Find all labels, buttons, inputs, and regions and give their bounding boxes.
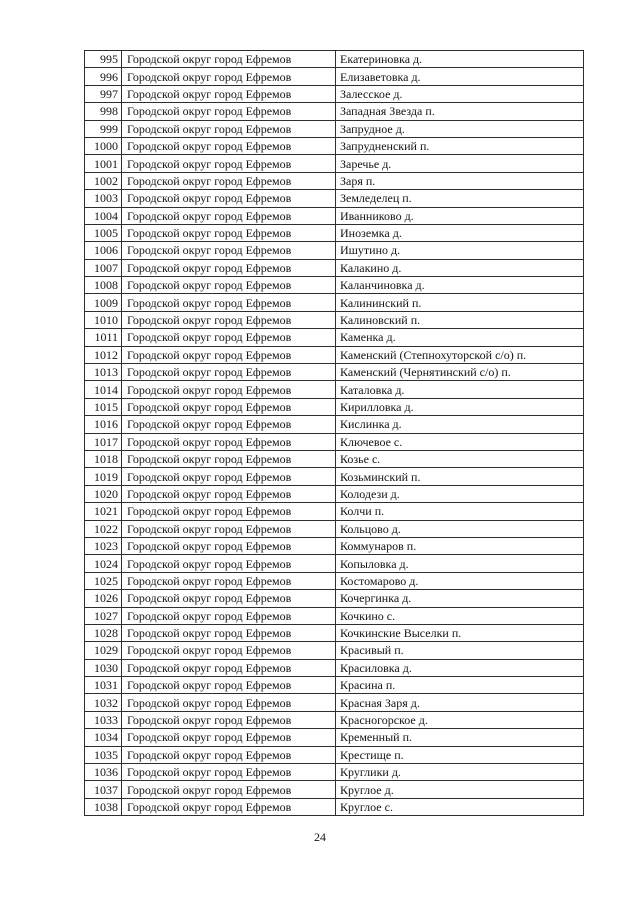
settlement-cell: Круглое с. [336,798,584,815]
table-row [85,329,584,346]
settlement-cell: Залесское д. [336,85,584,102]
municipality-cell: Городской округ город Ефремов [122,137,336,154]
municipality-cell: Городской округ город Ефремов [122,746,336,763]
table-row [85,642,584,659]
table-row [85,677,584,694]
row-number-cell: 1032 [85,694,122,711]
settlement-cell: Колчи п. [336,503,584,520]
settlement-cell: Копыловка д. [336,555,584,572]
settlement-cell: Запрудненский п. [336,137,584,154]
row-number-cell: 1005 [85,224,122,241]
settlement-cell: Каланчиновка д. [336,277,584,294]
municipality-cell: Городской округ город Ефремов [122,468,336,485]
municipality-cell: Городской округ город Ефремов [122,537,336,554]
row-number-cell: 1024 [85,555,122,572]
municipality-cell: Городской округ город Ефремов [122,607,336,624]
table-row [85,364,584,381]
table-row [85,103,584,120]
row-number-cell: 1036 [85,764,122,781]
municipality-cell: Городской округ город Ефремов [122,555,336,572]
table-row [85,190,584,207]
settlement-cell: Екатериновка д. [336,51,584,68]
row-number-cell: 1016 [85,416,122,433]
table-row [85,520,584,537]
row-number-cell: 1021 [85,503,122,520]
table-row [85,555,584,572]
settlement-cell: Красногорское д. [336,711,584,728]
table-row [85,450,584,467]
municipality-cell: Городской округ город Ефремов [122,520,336,537]
table-row [85,537,584,554]
municipality-cell: Городской округ город Ефремов [122,416,336,433]
row-number-cell: 1028 [85,624,122,641]
settlement-cell: Калиновский п. [336,311,584,328]
row-number-cell: 1000 [85,137,122,154]
table-row [85,120,584,137]
table-row [85,503,584,520]
municipality-cell: Городской округ город Ефремов [122,51,336,68]
row-number-cell: 1001 [85,155,122,172]
table-row [85,572,584,589]
settlement-cell: Каменский (Чернятинский с/о) п. [336,364,584,381]
row-number-cell: 1031 [85,677,122,694]
table-row [85,433,584,450]
settlement-cell: Калининский п. [336,294,584,311]
settlement-cell: Каменка д. [336,329,584,346]
table-row [85,155,584,172]
settlement-cell: Красная Заря д. [336,694,584,711]
settlement-cell: Заречье д. [336,155,584,172]
row-number-cell: 995 [85,51,122,68]
settlement-cell: Заря п. [336,172,584,189]
municipality-cell: Городской округ город Ефремов [122,781,336,798]
municipality-cell: Городской округ город Ефремов [122,172,336,189]
row-number-cell: 1023 [85,537,122,554]
row-number-cell: 1008 [85,277,122,294]
row-number-cell: 998 [85,103,122,120]
municipality-cell: Городской округ город Ефремов [122,68,336,85]
settlement-cell: Каменский (Степнохуторской с/о) п. [336,346,584,363]
municipality-cell: Городской округ город Ефремов [122,590,336,607]
table-row [85,624,584,641]
table-row [85,381,584,398]
settlement-cell: Кочкино с. [336,607,584,624]
table-row [85,207,584,224]
row-number-cell: 1011 [85,329,122,346]
table-row [85,764,584,781]
municipality-cell: Городской округ город Ефремов [122,764,336,781]
municipality-cell: Городской округ город Ефремов [122,485,336,502]
municipality-cell: Городской округ город Ефремов [122,207,336,224]
municipality-cell: Городской округ город Ефремов [122,103,336,120]
table-row [85,711,584,728]
row-number-cell: 1002 [85,172,122,189]
municipality-cell: Городской округ город Ефремов [122,277,336,294]
settlement-cell: Крестище п. [336,746,584,763]
table-row [85,416,584,433]
settlement-cell: Запрудное д. [336,120,584,137]
municipality-cell: Городской округ город Ефремов [122,711,336,728]
settlement-cell: Козьминский п. [336,468,584,485]
row-number-cell: 1025 [85,572,122,589]
table-row [85,224,584,241]
row-number-cell: 996 [85,68,122,85]
settlement-cell: Колодези д. [336,485,584,502]
municipality-cell: Городской округ город Ефремов [122,798,336,815]
row-number-cell: 1004 [85,207,122,224]
municipality-cell: Городской округ город Ефремов [122,677,336,694]
row-number-cell: 997 [85,85,122,102]
table-body [85,51,584,816]
page-number: 24 [314,830,326,844]
settlement-cell: Иванниково д. [336,207,584,224]
table-row [85,590,584,607]
row-number-cell: 1038 [85,798,122,815]
row-number-cell: 1027 [85,607,122,624]
settlement-cell: Кочергинка д. [336,590,584,607]
settlement-cell: Иноземка д. [336,224,584,241]
municipality-cell: Городской округ город Ефремов [122,294,336,311]
municipality-cell: Городской округ город Ефремов [122,155,336,172]
table-row [85,694,584,711]
settlement-cell: Кислинка д. [336,416,584,433]
table-row [85,607,584,624]
table-row [85,729,584,746]
table-row [85,798,584,815]
municipality-cell: Городской округ город Ефремов [122,450,336,467]
municipality-cell: Городской округ город Ефремов [122,503,336,520]
table-row [85,137,584,154]
row-number-cell: 1010 [85,311,122,328]
row-number-cell: 1020 [85,485,122,502]
municipality-cell: Городской округ город Ефремов [122,624,336,641]
row-number-cell: 1017 [85,433,122,450]
row-number-cell: 1006 [85,242,122,259]
settlement-cell: Калакино д. [336,259,584,276]
settlement-cell: Кременный п. [336,729,584,746]
municipality-cell: Городской округ город Ефремов [122,642,336,659]
settlement-cell: Круглики д. [336,764,584,781]
row-number-cell: 1015 [85,398,122,415]
row-number-cell: 1003 [85,190,122,207]
municipality-cell: Городской округ город Ефремов [122,311,336,328]
settlement-cell: Красина п. [336,677,584,694]
municipality-cell: Городской округ город Ефремов [122,85,336,102]
municipality-cell: Городской округ город Ефремов [122,120,336,137]
row-number-cell: 1037 [85,781,122,798]
settlements-table [84,50,584,816]
table-row [85,781,584,798]
row-number-cell: 1018 [85,450,122,467]
table-row [85,294,584,311]
table-row [85,746,584,763]
row-number-cell: 1013 [85,364,122,381]
settlement-cell: Кочкинские Выселки п. [336,624,584,641]
settlement-cell: Кольцово д. [336,520,584,537]
municipality-cell: Городской округ город Ефремов [122,346,336,363]
municipality-cell: Городской округ город Ефремов [122,259,336,276]
row-number-cell: 1033 [85,711,122,728]
settlement-cell: Земледелец п. [336,190,584,207]
table-row [85,85,584,102]
settlement-cell: Елизаветовка д. [336,68,584,85]
table-row [85,51,584,68]
settlement-cell: Коммунаров п. [336,537,584,554]
row-number-cell: 1012 [85,346,122,363]
municipality-cell: Городской округ город Ефремов [122,224,336,241]
settlement-cell: Ишутино д. [336,242,584,259]
row-number-cell: 1035 [85,746,122,763]
row-number-cell: 1029 [85,642,122,659]
municipality-cell: Городской округ город Ефремов [122,433,336,450]
row-number-cell: 1022 [85,520,122,537]
table-row [85,277,584,294]
table-row [85,259,584,276]
row-number-cell: 1030 [85,659,122,676]
settlement-cell: Красиловка д. [336,659,584,676]
row-number-cell: 1007 [85,259,122,276]
settlement-cell: Красивый п. [336,642,584,659]
settlement-cell: Кирилловка д. [336,398,584,415]
settlement-cell: Западная Звезда п. [336,103,584,120]
table-row [85,68,584,85]
table-row [85,468,584,485]
municipality-cell: Городской округ город Ефремов [122,659,336,676]
settlement-cell: Круглое д. [336,781,584,798]
settlement-cell: Каталовка д. [336,381,584,398]
municipality-cell: Городской округ город Ефремов [122,729,336,746]
municipality-cell: Городской округ город Ефремов [122,242,336,259]
settlement-cell: Ключевое с. [336,433,584,450]
municipality-cell: Городской округ город Ефремов [122,364,336,381]
settlement-cell: Костомарово д. [336,572,584,589]
municipality-cell: Городской округ город Ефремов [122,398,336,415]
table-row [85,172,584,189]
row-number-cell: 1009 [85,294,122,311]
table-row [85,311,584,328]
municipality-cell: Городской округ город Ефремов [122,329,336,346]
table-row [85,242,584,259]
table-row [85,659,584,676]
settlement-cell: Козье с. [336,450,584,467]
table-row [85,346,584,363]
municipality-cell: Городской округ город Ефремов [122,381,336,398]
table-row [85,485,584,502]
row-number-cell: 1034 [85,729,122,746]
table-row [85,398,584,415]
municipality-cell: Городской округ город Ефремов [122,572,336,589]
municipality-cell: Городской округ город Ефремов [122,694,336,711]
row-number-cell: 1019 [85,468,122,485]
row-number-cell: 999 [85,120,122,137]
row-number-cell: 1026 [85,590,122,607]
municipality-cell: Городской округ город Ефремов [122,190,336,207]
row-number-cell: 1014 [85,381,122,398]
